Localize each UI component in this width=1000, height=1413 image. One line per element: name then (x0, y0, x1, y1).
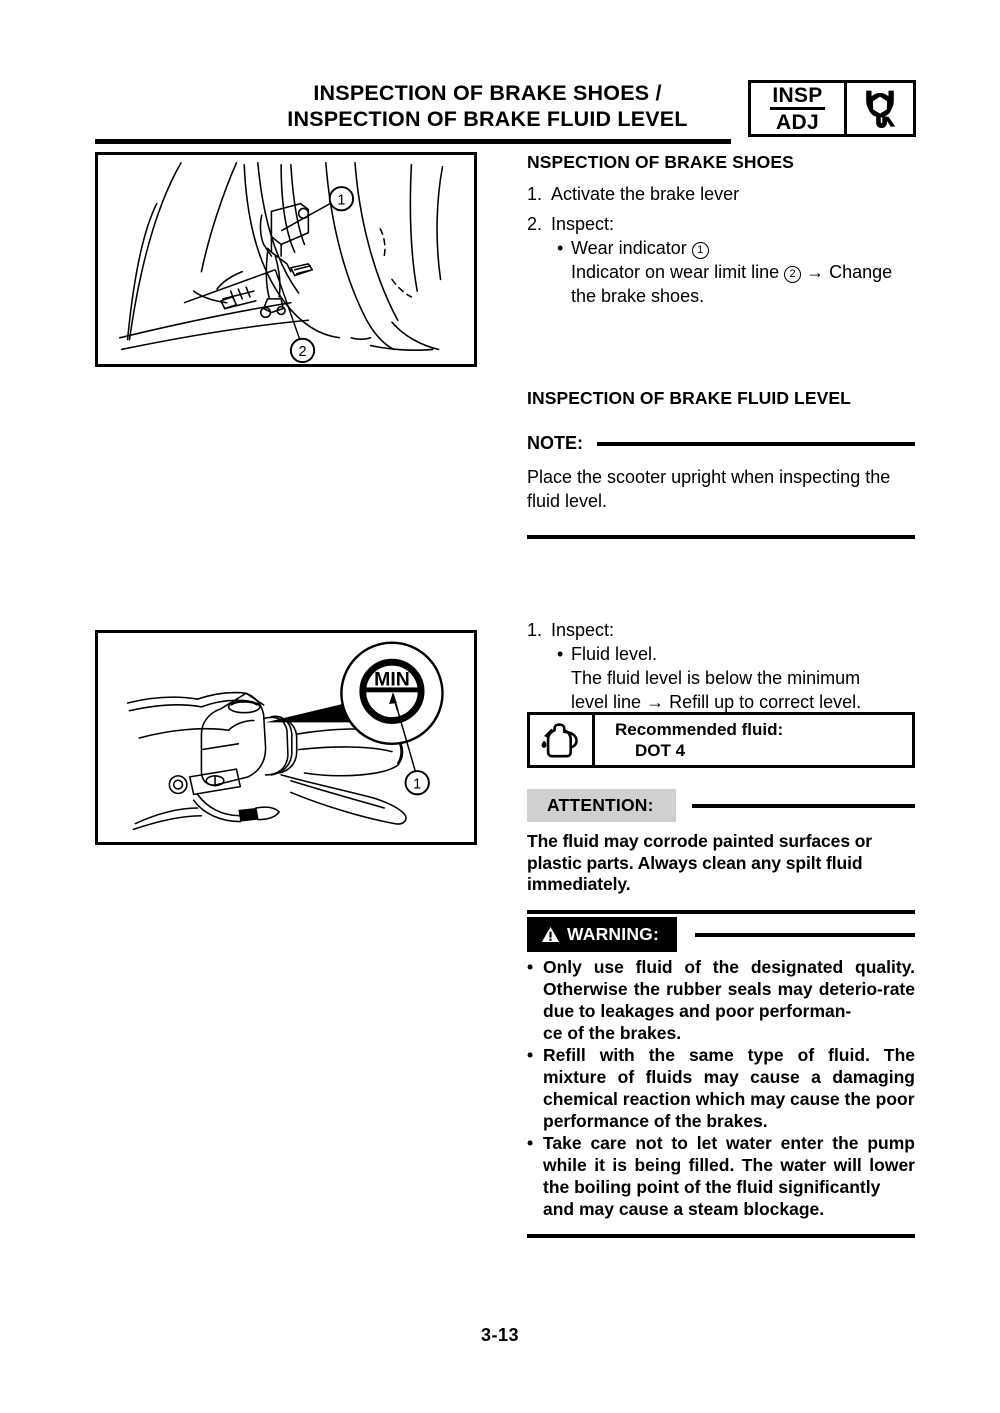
figure-brake-shoes (95, 152, 477, 367)
brake-shoes-heading: NSPECTION OF BRAKE SHOES (527, 152, 794, 172)
bullet-dot: • (527, 1133, 534, 1153)
page-header (0, 0, 1000, 140)
fluid-step-1-number: 1. (527, 620, 543, 640)
inline-callout-1: 1 (692, 242, 709, 259)
warning-bottom-rule (527, 1234, 915, 1238)
fluid-sub-line-2: level line → Refill up to correct level. (571, 692, 862, 712)
warning-label-text: WARNING: (567, 924, 660, 944)
fluid-sub-line-1: The fluid level is below the minimum (571, 668, 861, 688)
bullet-dot: • (527, 1045, 534, 1065)
svg-text:1: 1 (337, 192, 346, 209)
fluid-bullet-label: Fluid level. (571, 644, 658, 664)
svg-text:2: 2 (298, 344, 307, 361)
step-1-number: 1. (527, 184, 543, 204)
inline-callout-2: 2 (784, 266, 801, 283)
insp-label: INSP (770, 85, 824, 110)
recommended-fluid-value: DOT 4 (635, 741, 686, 760)
step-1-text: Activate the brake lever (551, 184, 740, 204)
figure-callout-1 (406, 771, 429, 794)
brake-shoes-sub-line-2: the brake shoes. (571, 286, 705, 306)
warning-item-text: Refill with the same type of fluid. The mixture of fluids may cause a damaging chemical reaction which may cause the poor performance of the brakes. (543, 1045, 915, 1131)
attention-block (527, 789, 915, 914)
figure-callout-1 (330, 187, 353, 210)
svg-text:1: 1 (413, 776, 422, 793)
brake-shoes-sub-line-1: Indicator on wear limit line 2 → Change (571, 262, 893, 282)
wrench-nut-icon (847, 83, 913, 134)
brake-shoes-bullet (557, 236, 915, 260)
warning-item (527, 1132, 915, 1220)
recommended-fluid-text (595, 715, 912, 765)
bullet-dot: • (527, 957, 534, 977)
attention-body: The fluid may corrode painted surfaces or plastic parts. Always clean any spilt fluid immediately. (527, 831, 873, 894)
page-title-line-2: INSPECTION OF BRAKE FLUID LEVEL (287, 107, 688, 131)
section-inspect-fluid (527, 618, 915, 714)
note-label: NOTE: (527, 433, 583, 453)
page-title-line-1: INSPECTION OF BRAKE SHOES / (313, 81, 662, 105)
header-divider (95, 139, 731, 144)
recommended-fluid-label: Recommended fluid: (615, 720, 784, 739)
brake-shoes-step-2 (527, 212, 915, 236)
fluid-level-heading: INSPECTION OF BRAKE FLUID LEVEL (527, 388, 851, 408)
warning-triangle-icon (541, 926, 560, 943)
bullet-dot: • (557, 644, 564, 664)
figure-brake-fluid-reservoir (95, 630, 477, 845)
section-brake-fluid-level (527, 388, 915, 539)
svg-text:MIN: MIN (374, 668, 410, 691)
min-level-detail (341, 643, 442, 744)
arrow-glyph: → (806, 262, 825, 282)
warning-item-text: Only use fluid of the designated quality. Otherwise the rubber seals may deterio-rate due to leakages and poor performan- ce of the brakes. (543, 957, 915, 1043)
recommended-fluid-box (527, 712, 915, 768)
fluid-step-1-text: Inspect: (551, 620, 615, 640)
warning-block (527, 917, 915, 1238)
step-2-text: Inspect: (551, 214, 615, 234)
page-number: 3-13 (480, 1325, 520, 1345)
insp-adj-tab (748, 80, 916, 137)
warning-header (527, 917, 915, 952)
warning-list (527, 956, 915, 1220)
warning-item-text: Take care not to let water enter the pump while it is being filled. The water will lower the boiling point of the fluid significantly and may cause a steam blockage. (543, 1133, 915, 1219)
attention-rule (692, 804, 915, 808)
section-brake-shoes (527, 152, 915, 308)
attention-bottom-rule (527, 910, 915, 914)
arrow-glyph: → (646, 692, 665, 712)
brake-shoes-step-1 (527, 182, 915, 206)
note-bottom-rule (527, 535, 915, 539)
oil-can-icon (530, 715, 595, 765)
note-rule (597, 442, 915, 446)
page-title (250, 80, 725, 132)
step-2-number: 2. (527, 214, 543, 234)
warning-item (527, 956, 915, 1044)
note-body-line-1: Place the scooter upright when inspecting the (527, 467, 891, 487)
bullet-label: Wear indicator 1 (571, 236, 709, 260)
figure-callout-2 (291, 339, 314, 362)
attention-header (527, 789, 915, 822)
warning-rule (695, 933, 915, 937)
note-body-line-2: fluid level. (527, 490, 608, 511)
warning-label-box (527, 917, 677, 952)
adj-label: ADJ (776, 110, 819, 134)
note-header (527, 433, 915, 454)
note-body (527, 466, 915, 513)
fluid-bullet (557, 642, 915, 666)
bullet-dot: • (557, 238, 564, 258)
insp-adj-label-group (751, 83, 847, 134)
attention-label: ATTENTION: (527, 789, 676, 822)
warning-item (527, 1044, 915, 1132)
fluid-step-1 (527, 618, 915, 642)
